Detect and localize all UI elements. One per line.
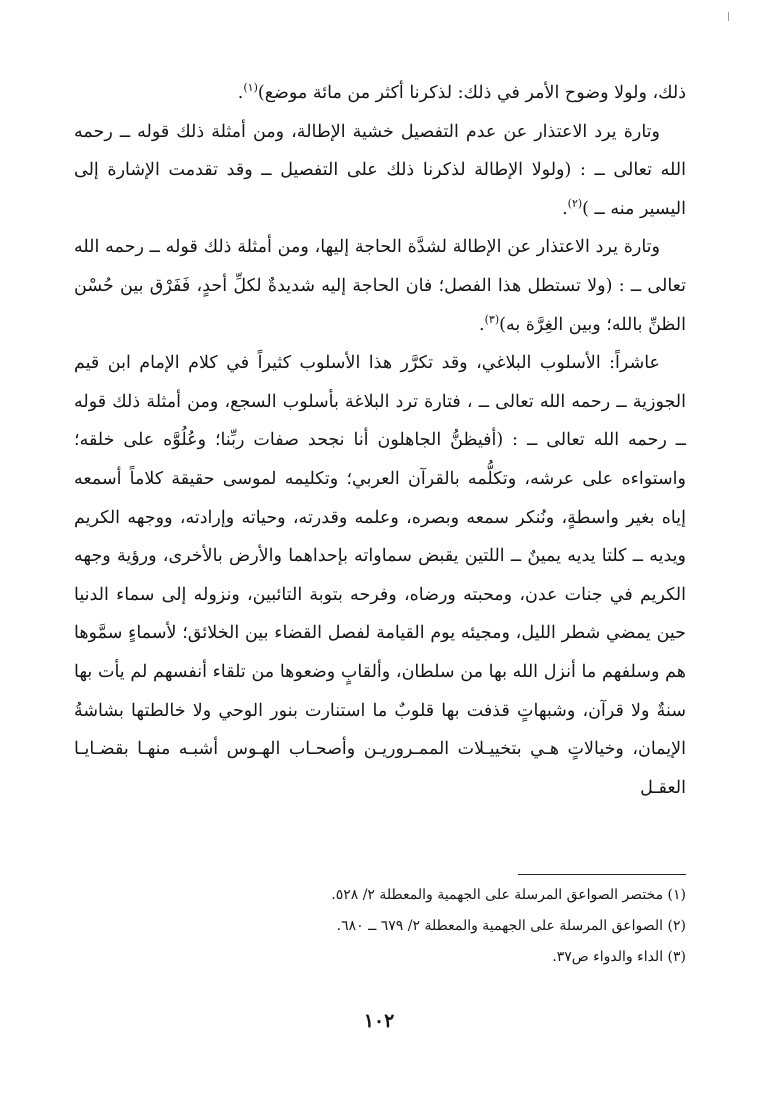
footnote-separator	[518, 874, 686, 875]
footnote-ref-3: (٣)	[484, 312, 500, 326]
footnote-ref-1: (١)	[243, 81, 258, 95]
footnote-ref-2: (٢)	[567, 196, 583, 210]
footnotes	[74, 880, 686, 973]
page-edge-mark	[728, 12, 729, 21]
paragraph-2-text: وتارة يرد الاعتذار عن عدم التفصيل خشية الإطالة، ومن أمثلة ذلك قوله ــ رحمه الله تعالى ــ : (ولولا الإطالة لذكرنا ذلك على التفصيل ــ وقد تقدمت الإشارة إلى اليسير منه ــ )	[74, 121, 686, 219]
paragraph-4-text: عاشراً: الأسلوب البلاغي، وقد تكرَّر هذا الأسلوب كثيراً في كلام الإمام ابن قيم الجوزية ــ رحمه الله تعالى ــ ، فتارة ترد البلاغة بأسلوب السجع، ومن أمثلة ذلك قوله ــ رحمه الله تعالى ــ : (أفيظنُّ الجاهلون أنا نجحد صفات ربِّنا؛ وعُلُوَّه على خلقه؛ واستواءه على عرشه، وتكلُّمه بالقرآن العربي؛ وتكليمه لموسى حقيقة كلاماً أسمعه إياه بغير واسطةٍ، ونُنكر سمعه وبصره، وعلمه وقدرته، وحياته وإرادته، ووجهه الكريم ويديه ــ كلتا يديه يمينٌ ــ اللتين يقبض سماواته بإحداهما والأرض بالأخرى، ورؤية وجهه الكريم في جنات عدن، ومحبته ورضاه، وفرحه بتوبة التائبين، ونزوله إلى سماء الدنيا حين يمضي شطر الليل، ومجيئه يوم القيامة لفصل القضاء بين الخلائق؛ لأسماءٍ سمَّوها هم وسلفهم ما أنزل الله بها من سلطان، وألقابٍ وضعوها من تلقاء أنفسهم لم يأت بها سنةٌ ولا قرآن، وشبهاتٍ قذفت بها قلوبٌ ما استنارت بنور الوحي ولا خالطتها بشاشةُ الإيمان، وخيالاتٍ هـي بتخييـلات الممـروريـن وأصحـاب الهـوس أشبـه منهـا بقضـايـا العقـل	[74, 353, 686, 798]
paragraph-4	[74, 344, 686, 807]
paragraph-3-text: وتارة يرد الاعتذار عن الإطالة لشدَّة الحاجة إليها، ومن أمثلة ذلك قوله ــ رحمه الله تعالى ــ : (ولا تستطل هذا الفصل؛ فان الحاجة إليه شديدةٌ لكلِّ أحدٍ، فَفَرْق بين حُسْن الظنِّ بالله؛ وبين الغِرَّة به)	[74, 237, 686, 335]
paragraph-1-end: .	[237, 83, 244, 103]
paragraph-1	[74, 74, 686, 113]
footnote-3: (٣) الداء والدواء ص٣٧.	[552, 949, 686, 965]
footnote-2: (٢) الصواعق المرسلة على الجهمية والمعطلة ٢/ ٦٧٩ ــ ٦٨٠.	[336, 918, 686, 934]
body-text	[74, 74, 686, 807]
paragraph-2	[74, 113, 686, 229]
paragraph-3	[74, 228, 686, 344]
page-number: ١٠٢	[363, 1010, 395, 1032]
paragraph-1-text: ذلك، ولولا وضوح الأمر في ذلك: لذكرنا أكثر من مائة موضع)	[257, 83, 686, 103]
paragraph-2-end: .	[562, 198, 568, 219]
paragraph-3-end: .	[479, 314, 485, 335]
footnote-1: (١) مختصر الصواعق المرسلة على الجهمية والمعطلة ٢/ ٥٢٨.	[331, 887, 686, 903]
